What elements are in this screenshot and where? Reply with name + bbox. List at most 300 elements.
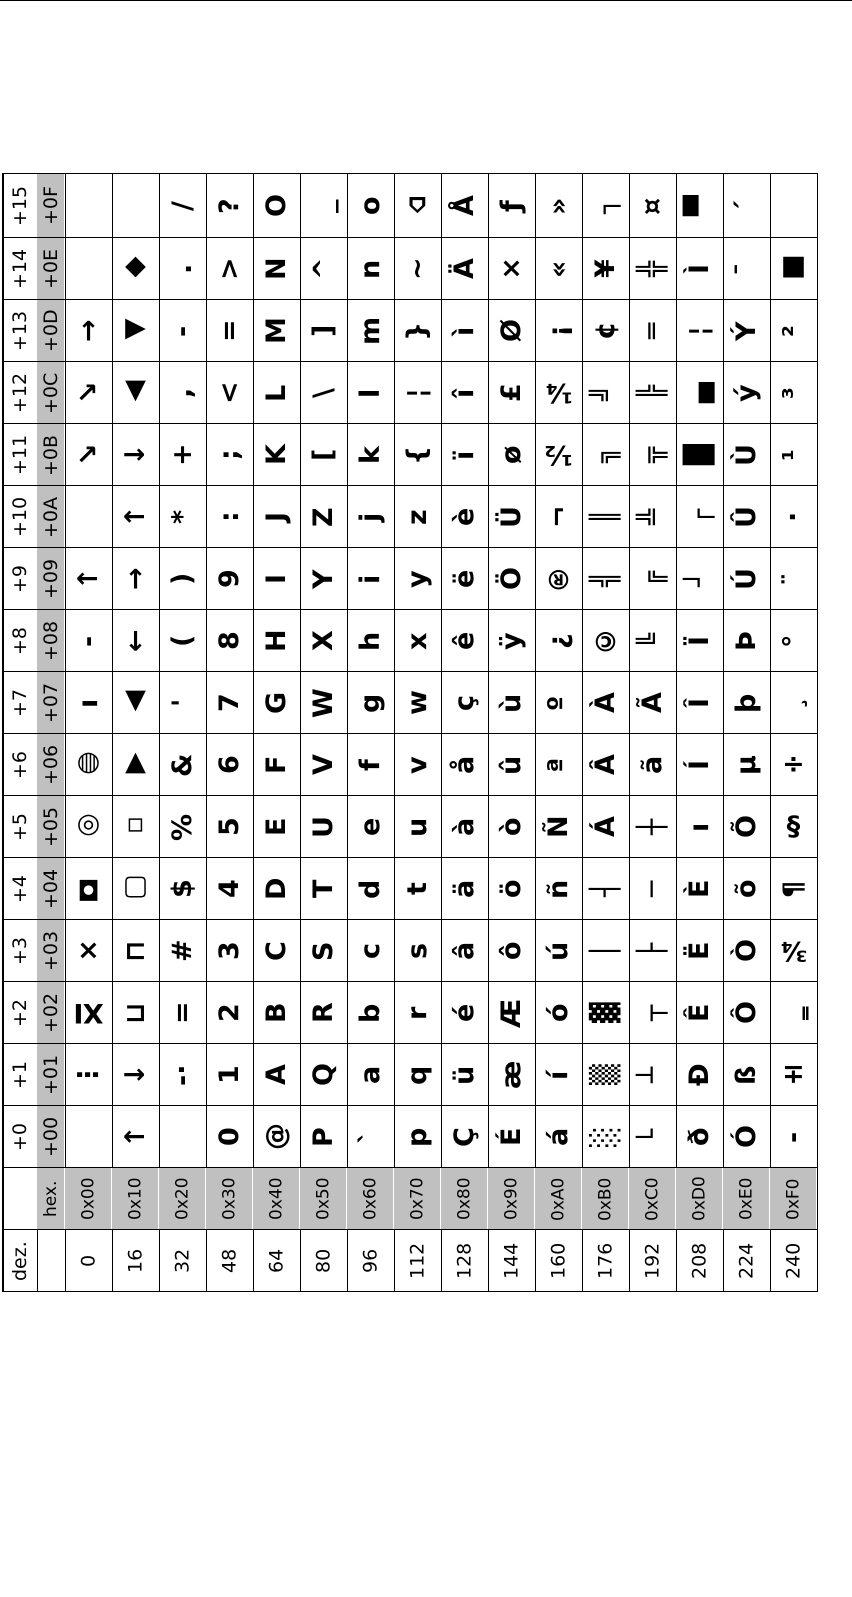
char-cell: 5 <box>206 796 253 858</box>
char-cell <box>112 174 159 238</box>
char-cell: = <box>206 300 253 362</box>
char-cell: → <box>65 300 112 362</box>
offset-row <box>3 548 817 610</box>
char-cell: } <box>394 300 441 362</box>
char-cell: ╝ <box>582 362 629 424</box>
char-cell: ã <box>629 734 676 796</box>
char-cell: ▲ <box>112 362 159 424</box>
row-dec-label: 112 <box>394 1230 441 1292</box>
char-cell: Ø <box>488 300 535 362</box>
char-cell: q <box>394 1044 441 1106</box>
char-cell: ║ <box>582 486 629 548</box>
char-cell: Ú <box>723 548 770 610</box>
row-dec-label: 208 <box>676 1230 723 1292</box>
char-cell: ┘ <box>676 548 723 610</box>
char-cell: Y <box>300 548 347 610</box>
row-hex-label: 0xE0 <box>723 1168 770 1230</box>
offset-dec-label: +4 <box>3 858 37 920</box>
row-dec-label: 224 <box>723 1230 770 1292</box>
char-cell: ▢ <box>112 858 159 920</box>
char-cell: ↘ <box>65 362 112 424</box>
char-cell: j <box>347 486 394 548</box>
char-cell <box>65 486 112 548</box>
char-cell: 3 <box>206 920 253 982</box>
char-cell: ╚ <box>629 610 676 672</box>
char-cell: è <box>441 486 488 548</box>
char-cell: 1 <box>206 1044 253 1106</box>
char-cell: t <box>394 858 441 920</box>
char-cell: á <box>535 1106 582 1168</box>
char-cell: > <box>206 238 253 300</box>
offset-dec-label: +1 <box>3 1044 37 1106</box>
char-cell: o <box>347 174 394 238</box>
char-cell: 7 <box>206 672 253 734</box>
char-cell: ý <box>723 362 770 424</box>
char-cell: D <box>253 858 300 920</box>
char-cell: ‗ <box>770 982 817 1044</box>
char-cell: ░ <box>582 1106 629 1168</box>
offset-dec-label: +0 <box>3 1106 37 1168</box>
char-cell: ç <box>441 672 488 734</box>
offset-row <box>3 174 817 238</box>
char-cell: Å <box>441 174 488 238</box>
char-cell <box>65 174 112 238</box>
char-cell: À <box>582 672 629 734</box>
char-cell: ; <box>206 424 253 486</box>
char-cell: ª <box>535 734 582 796</box>
char-cell: O <box>253 174 300 238</box>
offset-hex-label: +0F <box>37 174 65 238</box>
char-cell: T <box>300 858 347 920</box>
offset-hex-label: +05 <box>37 796 65 858</box>
char-cell: < <box>206 362 253 424</box>
row-hex-label: 0x00 <box>65 1168 112 1230</box>
char-cell: ¦ <box>676 300 723 362</box>
char-cell: ä <box>441 858 488 920</box>
char-cell: ▫ <box>112 796 159 858</box>
char-cell: 8 <box>206 610 253 672</box>
char-cell: ° <box>770 610 817 672</box>
row-hex-label: 0x70 <box>394 1168 441 1230</box>
char-cell: G <box>253 672 300 734</box>
char-cell: Ì <box>676 238 723 300</box>
char-cell: ƒ <box>488 174 535 238</box>
char-cell: Ò <box>723 920 770 982</box>
offset-dec-label: +3 <box>3 920 37 982</box>
char-cell: . <box>159 238 206 300</box>
row-hex-label: 0xD0 <box>676 1168 723 1230</box>
char-cell: ╦ <box>629 424 676 486</box>
char-cell: ¸ <box>770 672 817 734</box>
char-cell: Ð <box>676 1044 723 1106</box>
row-hex-label: 0xF0 <box>770 1168 817 1230</box>
char-cell: Æ <box>488 982 535 1044</box>
char-cell: ▲ <box>112 672 159 734</box>
char-cell: Ë <box>676 920 723 982</box>
char-cell: ( <box>159 610 206 672</box>
char-cell: ↓ <box>112 1044 159 1106</box>
char-cell: S <box>300 920 347 982</box>
char-cell: © <box>582 610 629 672</box>
code-page-table <box>2 173 818 1292</box>
char-cell: Ï <box>676 610 723 672</box>
char-cell: @ <box>253 1106 300 1168</box>
char-cell: ■ <box>770 238 817 300</box>
char-cell: ® <box>535 548 582 610</box>
char-cell: # <box>159 920 206 982</box>
char-cell: 9 <box>206 548 253 610</box>
char-cell: Ó <box>723 1106 770 1168</box>
offset-row <box>3 920 817 982</box>
page-top-rule <box>0 0 852 1</box>
char-cell: , <box>159 362 206 424</box>
char-cell: u <box>394 796 441 858</box>
offset-dec-label: +15 <box>3 174 37 238</box>
row-hex-label: 0x80 <box>441 1168 488 1230</box>
char-cell: V <box>300 734 347 796</box>
offset-dec-label: +9 <box>3 548 37 610</box>
char-cell: L <box>253 362 300 424</box>
char-cell: ¿ <box>535 610 582 672</box>
char-cell: M <box>253 300 300 362</box>
char-cell: ë <box>441 548 488 610</box>
offset-dec-label: +8 <box>3 610 37 672</box>
char-cell: Ä <box>441 238 488 300</box>
offset-hex-label: +0D <box>37 300 65 362</box>
char-cell: Ⅺ <box>65 982 112 1044</box>
char-cell: ı <box>676 796 723 858</box>
char-cell: · <box>770 486 817 548</box>
char-cell: A <box>253 1044 300 1106</box>
offset-hex-label: +08 <box>37 610 65 672</box>
char-cell: à <box>441 796 488 858</box>
char-cell: R <box>300 982 347 1044</box>
row-dec-label: 64 <box>253 1230 300 1292</box>
char-cell: õ <box>723 858 770 920</box>
char-cell: ¬ <box>535 486 582 548</box>
char-cell: ¡ <box>535 300 582 362</box>
char-cell: Â <box>582 734 629 796</box>
char-cell: µ <box>723 734 770 796</box>
char-cell: É <box>488 1106 535 1168</box>
char-cell: H <box>253 610 300 672</box>
row-hex-label: 0xC0 <box>629 1168 676 1230</box>
corner-label: dez. <box>3 1230 37 1292</box>
offset-row <box>3 362 817 424</box>
char-cell: ö <box>488 858 535 920</box>
row-dec-label: 240 <box>770 1230 817 1292</box>
offset-hex-label: +00 <box>37 1106 65 1168</box>
char-cell: b <box>347 982 394 1044</box>
dec-header-row <box>3 1230 817 1292</box>
char-cell: ▀ <box>676 174 723 238</box>
offset-hex-label: +0E <box>37 238 65 300</box>
char-cell: K <box>253 424 300 486</box>
offset-row <box>3 858 817 920</box>
char-cell: Ö <box>488 548 535 610</box>
char-cell: ⊓ <box>112 920 159 982</box>
char-cell: p <box>394 1106 441 1168</box>
offset-row <box>3 982 817 1044</box>
char-cell: J <box>253 486 300 548</box>
char-cell: Ñ <box>535 796 582 858</box>
char-cell: ô <box>488 920 535 982</box>
offset-dec-label: +6 <box>3 734 37 796</box>
char-cell: → <box>112 548 159 610</box>
char-cell: ◆ <box>112 238 159 300</box>
char-cell: █ <box>676 424 723 486</box>
char-cell: ◎ <box>65 796 112 858</box>
char-cell: F <box>253 734 300 796</box>
char-cell: ¨ <box>770 548 817 610</box>
offset-dec-label: +5 <box>3 796 37 858</box>
char-cell: ê <box>441 610 488 672</box>
offset-dec-label: +7 <box>3 672 37 734</box>
char-cell: ð <box>676 1106 723 1168</box>
char-cell: ╔ <box>629 548 676 610</box>
char-cell: - <box>159 300 206 362</box>
char-cell: ½ <box>535 424 582 486</box>
char-cell: I <box>253 548 300 610</box>
offset-row <box>3 672 817 734</box>
char-cell: ⋮ <box>65 1044 112 1106</box>
char-cell: d <box>347 858 394 920</box>
offset-dec-label: +12 <box>3 362 37 424</box>
char-cell: ▒ <box>582 1044 629 1106</box>
row-hex-label: 0x90 <box>488 1168 535 1230</box>
char-cell: % <box>159 796 206 858</box>
char-cell: ◘ <box>65 858 112 920</box>
char-cell: y <box>394 548 441 610</box>
row-hex-label: 0x40 <box>253 1168 300 1230</box>
hex-label: hex. <box>37 1168 65 1230</box>
offset-row <box>3 1106 817 1168</box>
char-cell: ↑ <box>65 548 112 610</box>
char-cell: ¤ <box>629 174 676 238</box>
char-cell: ± <box>770 1044 817 1106</box>
char-cell: Ù <box>723 424 770 486</box>
char-cell: ▼ <box>112 734 159 796</box>
char-cell: l <box>347 362 394 424</box>
char-cell: þ <box>723 672 770 734</box>
char-cell: ß <box>723 1044 770 1106</box>
char-cell: ¶ <box>770 858 817 920</box>
char-cell: $ <box>159 858 206 920</box>
char-cell <box>159 1106 206 1168</box>
char-cell: ı <box>65 672 112 734</box>
row-dec-label: 128 <box>441 1230 488 1292</box>
char-cell: ³ <box>770 362 817 424</box>
row-hex-label: 0xB0 <box>582 1168 629 1230</box>
offset-dec-label: +2 <box>3 982 37 1044</box>
char-cell: ï <box>441 424 488 486</box>
offset-dec-label: +10 <box>3 486 37 548</box>
char-cell: ì <box>441 300 488 362</box>
row-dec-label: 144 <box>488 1230 535 1292</box>
char-cell: ÷ <box>770 734 817 796</box>
char-cell: ` <box>347 1106 394 1168</box>
char-cell: × <box>65 920 112 982</box>
offset-row <box>3 1044 817 1106</box>
char-cell: ] <box>300 300 347 362</box>
row-dec-label: 192 <box>629 1230 676 1292</box>
char-cell: Í <box>676 734 723 796</box>
char-cell: ⊔ <box>112 982 159 1044</box>
char-cell: § <box>770 796 817 858</box>
char-cell: » <box>535 174 582 238</box>
empty-cell <box>37 1230 65 1292</box>
char-cell: n <box>347 238 394 300</box>
char-cell: í <box>535 1044 582 1106</box>
char-cell: _ <box>300 174 347 238</box>
char-cell: Û <box>723 486 770 548</box>
char-cell: ╣ <box>582 548 629 610</box>
offset-hex-label: +0C <box>37 362 65 424</box>
char-cell: ↓ <box>112 424 159 486</box>
char-cell: c <box>347 920 394 982</box>
char-cell: û <box>488 734 535 796</box>
char-cell: U <box>300 796 347 858</box>
char-cell: │ <box>582 920 629 982</box>
char-cell: ? <box>206 174 253 238</box>
char-cell: E <box>253 796 300 858</box>
char-cell <box>770 174 817 238</box>
row-dec-label: 48 <box>206 1230 253 1292</box>
char-cell: ├ <box>629 920 676 982</box>
char-cell: ú <box>535 920 582 982</box>
row-hex-label: 0x50 <box>300 1168 347 1230</box>
offset-row <box>3 734 817 796</box>
char-cell: Ý <box>723 300 770 362</box>
row-hex-label: 0x20 <box>159 1168 206 1230</box>
char-cell: ¢ <box>582 300 629 362</box>
char-cell: e <box>347 796 394 858</box>
char-cell: º <box>535 672 582 734</box>
char-cell: g <box>347 672 394 734</box>
offset-hex-label: +04 <box>37 858 65 920</box>
char-cell: ◍ <box>65 734 112 796</box>
char-cell: 0 <box>206 1106 253 1168</box>
row-dec-label: 32 <box>159 1230 206 1292</box>
char-cell: ¥ <box>582 238 629 300</box>
char-cell: ´ <box>723 174 770 238</box>
offset-row <box>3 486 817 548</box>
char-cell: a <box>347 1044 394 1106</box>
row-dec-label: 16 <box>112 1230 159 1292</box>
offset-row <box>3 238 817 300</box>
char-cell: Z <box>300 486 347 548</box>
char-cell: C <box>253 920 300 982</box>
char-cell: -· <box>159 1044 206 1106</box>
offset-hex-label: +02 <box>37 982 65 1044</box>
char-cell: × <box>488 238 535 300</box>
char-cell: : <box>206 486 253 548</box>
char-cell: └ <box>629 1106 676 1168</box>
char-cell: ↑ <box>112 1106 159 1168</box>
offset-row <box>3 424 817 486</box>
char-cell: 2 <box>206 982 253 1044</box>
char-cell: Õ <box>723 796 770 858</box>
char-cell: ~ <box>394 238 441 300</box>
offset-row <box>3 610 817 672</box>
char-cell: ¾ <box>770 920 817 982</box>
char-cell: h <box>347 610 394 672</box>
char-cell: x <box>394 610 441 672</box>
char-cell: ╠ <box>629 362 676 424</box>
empty-corner <box>3 1168 37 1230</box>
char-cell: ┌ <box>676 486 723 548</box>
offset-dec-label: +11 <box>3 424 37 486</box>
char-cell: Ç <box>441 1106 488 1168</box>
char-cell: - <box>65 610 112 672</box>
char-cell: ò <box>488 796 535 858</box>
char-cell: È <box>676 858 723 920</box>
row-dec-label: 0 <box>65 1230 112 1292</box>
char-cell: é <box>441 982 488 1044</box>
char-cell: ↘ <box>65 424 112 486</box>
char-cell: ═ <box>629 300 676 362</box>
char-cell: ┼ <box>629 796 676 858</box>
offset-hex-label: +03 <box>37 920 65 982</box>
char-cell: Ê <box>676 982 723 1044</box>
char-cell: ╗ <box>582 424 629 486</box>
char-cell: ¼ <box>535 362 582 424</box>
char-cell: N <box>253 238 300 300</box>
char-cell: 4 <box>206 858 253 920</box>
char-cell: ² <box>770 300 817 362</box>
char-cell: [ <box>300 424 347 486</box>
offset-row <box>3 300 817 362</box>
char-cell: m <box>347 300 394 362</box>
char-cell: / <box>159 174 206 238</box>
hex-header-row <box>3 1168 817 1230</box>
char-cell: ← <box>112 610 159 672</box>
char-cell: ◀ <box>112 300 159 362</box>
char-cell: - <box>770 1106 817 1168</box>
char-cell: ─ <box>629 858 676 920</box>
char-cell: X <box>300 610 347 672</box>
char-cell: ┬ <box>629 982 676 1044</box>
char-cell: B <box>253 982 300 1044</box>
char-cell <box>65 238 112 300</box>
char-cell: æ <box>488 1044 535 1106</box>
char-cell: s <box>394 920 441 982</box>
char-cell: ╩ <box>629 486 676 548</box>
offset-hex-label: +0B <box>37 424 65 486</box>
char-cell: å <box>441 734 488 796</box>
char-cell: ' <box>159 672 206 734</box>
row-dec-label: 160 <box>535 1230 582 1292</box>
row-hex-label: 0x10 <box>112 1168 159 1230</box>
char-cell: ┴ <box>629 1044 676 1106</box>
char-cell: f <box>347 734 394 796</box>
offset-dec-label: +13 <box>3 300 37 362</box>
char-cell: r <box>394 982 441 1044</box>
char-cell: + <box>159 424 206 486</box>
char-cell: ) <box>159 548 206 610</box>
char-cell: Ã <box>629 672 676 734</box>
offset-row <box>3 796 817 858</box>
char-cell: ü <box>441 1044 488 1106</box>
char-cell: Á <box>582 796 629 858</box>
char-cell: { <box>394 424 441 486</box>
char-cell: v <box>394 734 441 796</box>
char-cell: ↑ <box>112 486 159 548</box>
char-cell: ▓ <box>582 982 629 1044</box>
offset-hex-label: +06 <box>37 734 65 796</box>
row-dec-label: 80 <box>300 1230 347 1292</box>
char-cell: ù <box>488 672 535 734</box>
